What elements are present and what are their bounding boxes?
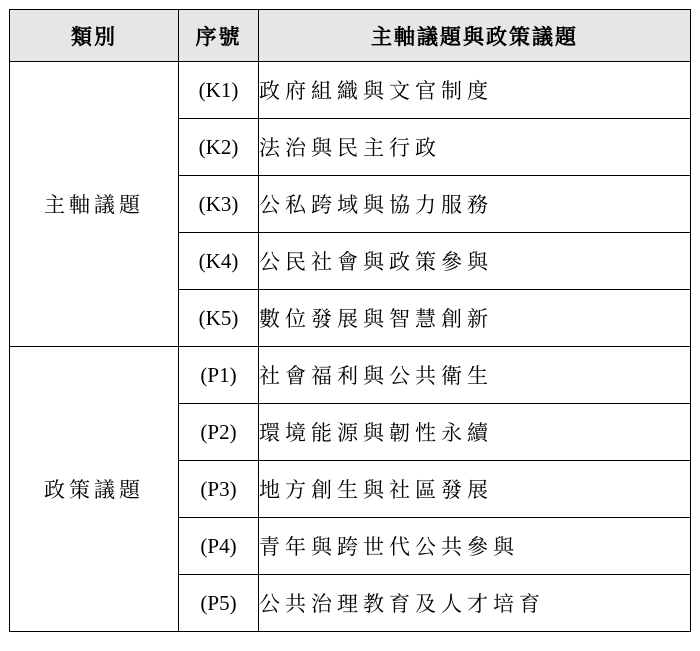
topic-cell: 青年與跨世代公共參與 (259, 518, 691, 575)
topic-cell: 公私跨域與協力服務 (259, 176, 691, 233)
header-code: 序號 (179, 10, 259, 62)
header-row (10, 10, 691, 62)
topic-cell: 公共治理教育及人才培育 (259, 575, 691, 632)
topic-cell: 政府組織與文官制度 (259, 62, 691, 119)
header-category: 類別 (10, 10, 179, 62)
topic-cell: 公民社會與政策參與 (259, 233, 691, 290)
code-cell: (K5) (179, 290, 259, 347)
code-cell: (K1) (179, 62, 259, 119)
code-cell: (P5) (179, 575, 259, 632)
topic-cell: 地方創生與社區發展 (259, 461, 691, 518)
category-cell-policy: 政策議題 (10, 347, 179, 632)
topic-cell: 法治與民主行政 (259, 119, 691, 176)
topic-cell: 數位發展與智慧創新 (259, 290, 691, 347)
code-cell: (K4) (179, 233, 259, 290)
table-row (10, 62, 691, 119)
category-cell-main: 主軸議題 (10, 62, 179, 347)
topics-table (9, 9, 691, 632)
code-cell: (K2) (179, 119, 259, 176)
table-row (10, 347, 691, 404)
topic-cell: 社會福利與公共衛生 (259, 347, 691, 404)
topic-cell: 環境能源與韌性永續 (259, 404, 691, 461)
code-cell: (P1) (179, 347, 259, 404)
header-topic: 主軸議題與政策議題 (259, 10, 691, 62)
code-cell: (P2) (179, 404, 259, 461)
code-cell: (K3) (179, 176, 259, 233)
code-cell: (P3) (179, 461, 259, 518)
code-cell: (P4) (179, 518, 259, 575)
